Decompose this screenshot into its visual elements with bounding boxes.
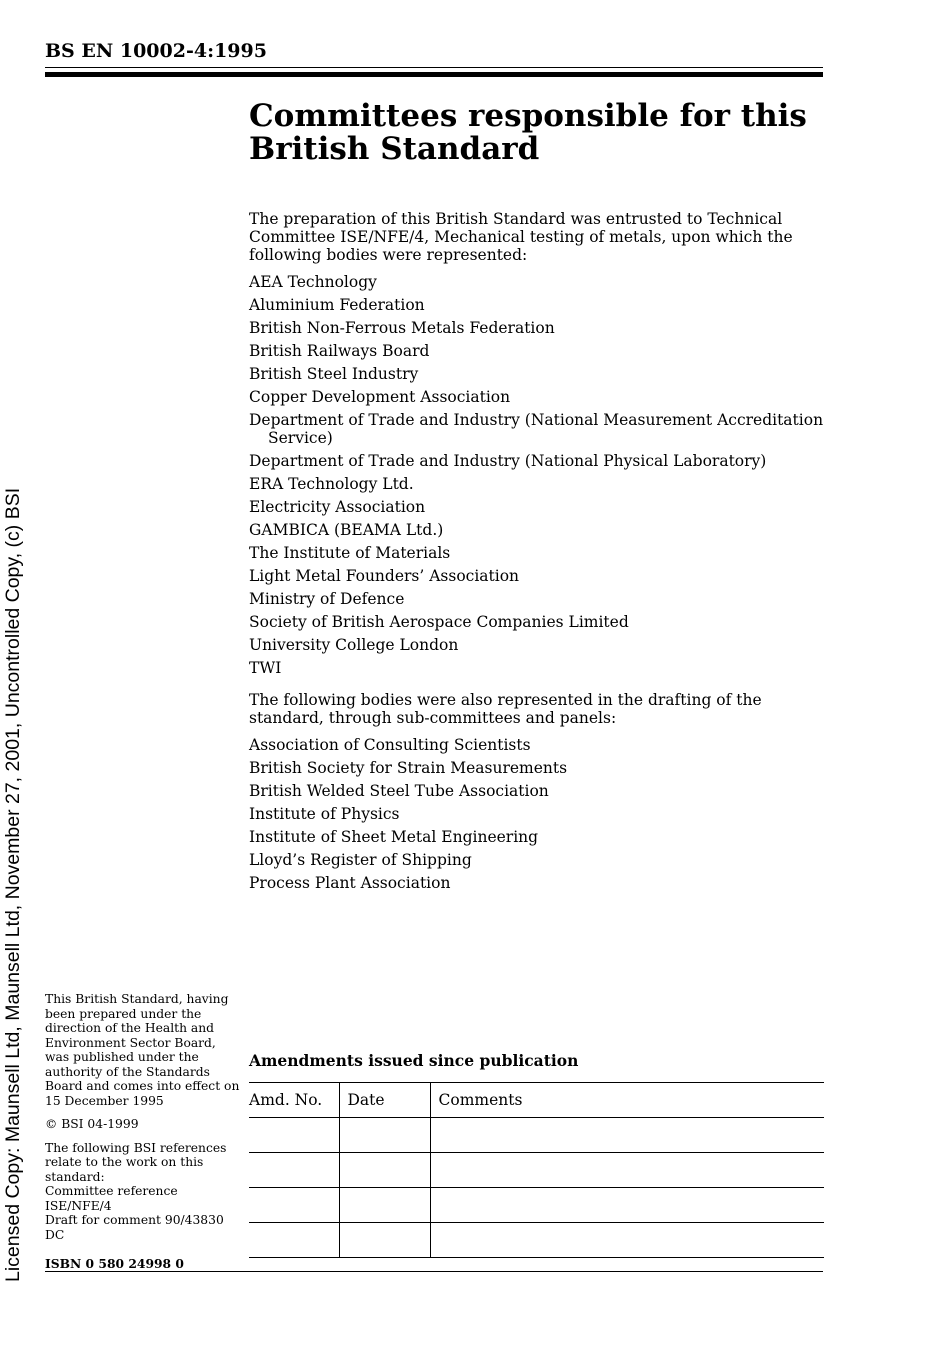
list-item: British Society for Strain Measurements	[249, 759, 568, 777]
list-item: Institute of Sheet Metal Engineering	[249, 828, 539, 846]
list-item: British Non-Ferrous Metals Federation	[249, 319, 555, 337]
table-row	[249, 1223, 824, 1258]
list-item: Process Plant Association	[249, 874, 451, 892]
also-intro-paragraph: The following bodies were also represented in the drafting of the standard, through sub-committees and panels:	[249, 691, 762, 727]
header-rule-thick	[45, 72, 823, 77]
effective-date: 15 December 1995	[45, 1093, 164, 1108]
list-item: Department of Trade and Industry (National Measurement Accreditation Service)	[249, 411, 824, 447]
table-cell	[339, 1153, 430, 1188]
footer-rule	[45, 1271, 823, 1272]
isbn: ISBN 0 580 24998 0	[45, 1256, 184, 1271]
publication-sidebar	[45, 992, 240, 1251]
table-cell	[430, 1223, 824, 1258]
main-content	[249, 210, 824, 906]
amendments-table	[249, 1082, 824, 1258]
intro-paragraph: The preparation of this British Standard was entrusted to Technical Committee ISE/NFE/4, Mechanical testing of metals, upon which the following bodies were represented:	[249, 210, 793, 264]
table-cell	[339, 1223, 430, 1258]
document-id: BS EN 10002-4:1995	[45, 40, 267, 62]
table-cell	[249, 1118, 339, 1153]
column-header-amd-no: Amd. No.	[249, 1083, 339, 1118]
table-header-row	[249, 1083, 824, 1118]
publication-note-text: This British Standard, having been prepared under the direction of the Health and Environment Sector Board, was published under the authority of the Standards Board and comes into effect on	[45, 992, 240, 1093]
list-item: British Welded Steel Tube Association	[249, 782, 549, 800]
list-item: Association of Consulting Scientists	[249, 736, 531, 754]
table-cell	[430, 1153, 824, 1188]
list-item: The Institute of Materials	[249, 544, 451, 562]
list-item: TWI	[249, 659, 282, 677]
license-watermark: Licensed Copy: Maunsell Ltd, Maunsell Ltd, November 27, 2001, Uncontrolled Copy, (c) BSI	[2, 487, 24, 1282]
table-cell	[339, 1188, 430, 1223]
list-item: Society of British Aerospace Companies Limited	[249, 613, 629, 631]
list-item: Light Metal Founders’ Association	[249, 567, 520, 585]
bsi-references	[45, 1141, 240, 1243]
list-item: Department of Trade and Industry (National Physical Laboratory)	[249, 452, 767, 470]
list-item: Ministry of Defence	[249, 590, 405, 608]
list-item: Institute of Physics	[249, 805, 400, 823]
list-item: ERA Technology Ltd.	[249, 475, 414, 493]
column-header-date: Date	[339, 1083, 430, 1118]
bodies-list	[249, 273, 824, 677]
page-title: Committees responsible for this British Standard	[249, 98, 807, 167]
list-item: University College London	[249, 636, 459, 654]
references-intro: The following BSI references relate to the work on this standard:	[45, 1140, 227, 1184]
table-cell	[339, 1118, 430, 1153]
also-bodies-list	[249, 736, 824, 892]
committee-reference: Committee reference ISE/NFE/4	[45, 1184, 178, 1213]
list-item: GAMBICA (BEAMA Ltd.)	[249, 521, 444, 539]
list-item: Lloyd’s Register of Shipping	[249, 851, 472, 869]
table-cell	[430, 1188, 824, 1223]
list-item: Copper Development Association	[249, 388, 511, 406]
list-item: Aluminium Federation	[249, 296, 425, 314]
amendments-title: Amendments issued since publication	[249, 1051, 579, 1070]
draft-reference: Draft for comment 90/43830 DC	[45, 1213, 224, 1242]
table-cell	[249, 1153, 339, 1188]
list-item: Electricity Association	[249, 498, 426, 516]
table-row	[249, 1188, 824, 1223]
table-row	[249, 1153, 824, 1188]
list-item: AEA Technology	[249, 273, 377, 291]
table-row	[249, 1118, 824, 1153]
table-cell	[249, 1223, 339, 1258]
column-header-comments: Comments	[430, 1083, 824, 1118]
table-cell	[249, 1188, 339, 1223]
publication-note	[45, 992, 240, 1108]
copyright-notice: © BSI 04-1999	[45, 1117, 139, 1131]
list-item: British Railways Board	[249, 342, 430, 360]
list-item: British Steel Industry	[249, 365, 419, 383]
table-cell	[430, 1118, 824, 1153]
header-rule-thin	[45, 67, 823, 68]
